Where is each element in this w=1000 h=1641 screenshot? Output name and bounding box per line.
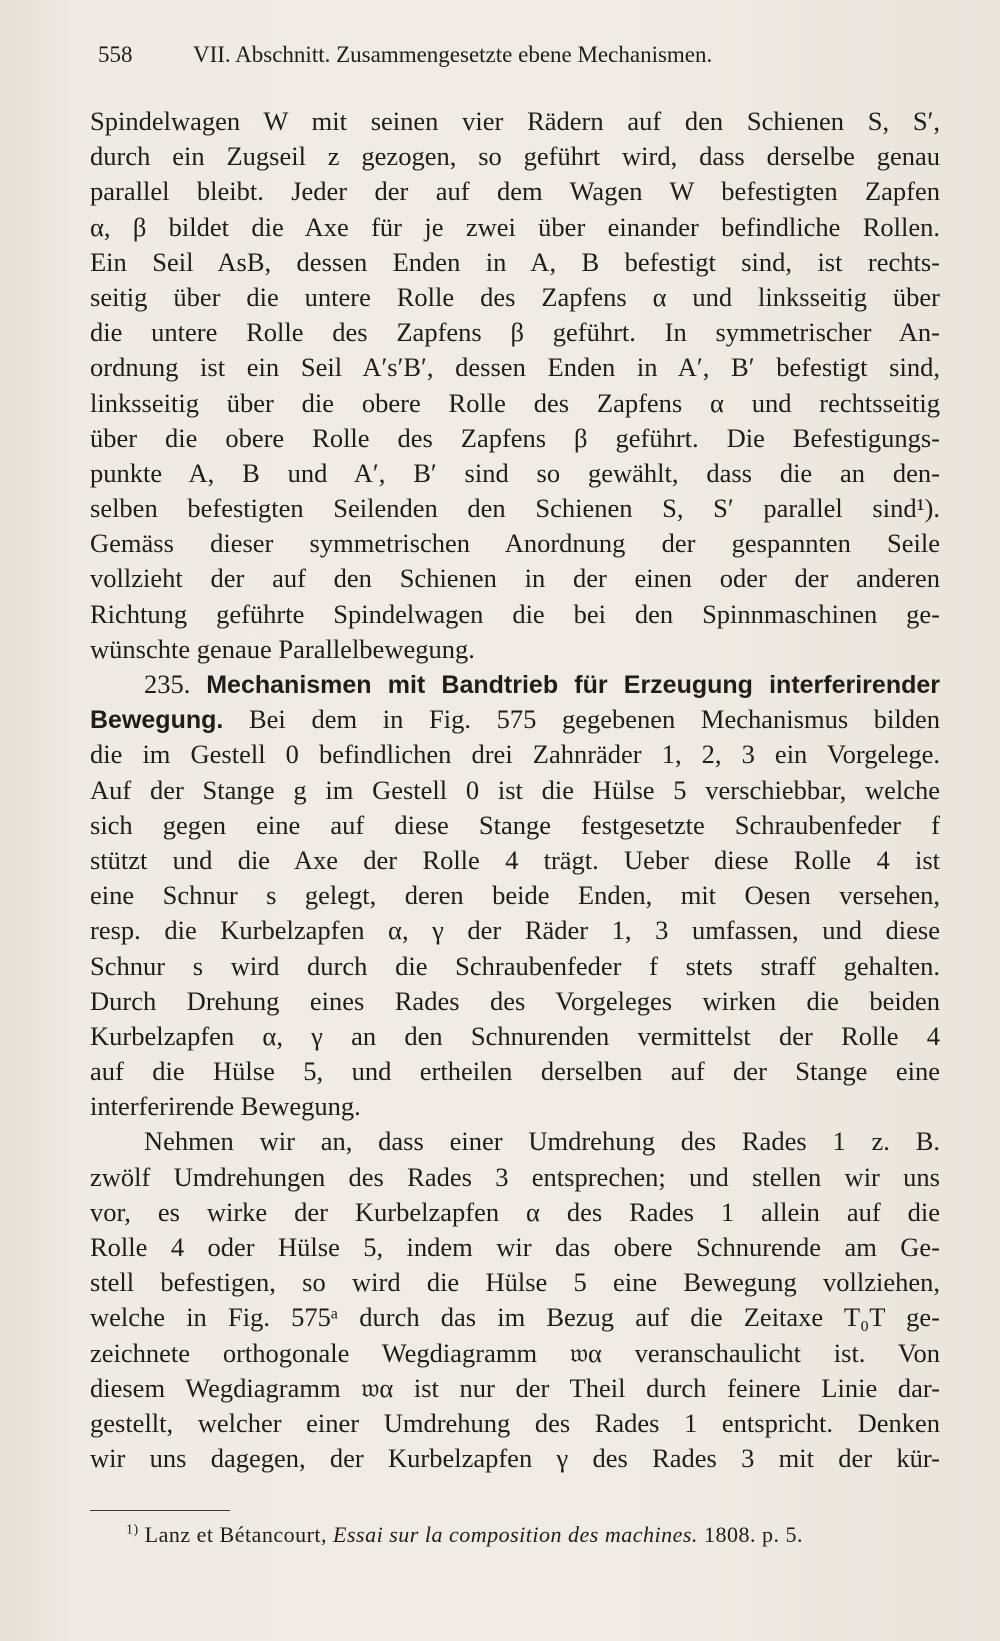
section-heading-line — [90, 667, 940, 702]
text-line: über die obere Rolle des Zapfens β geführt. Die Befestigungs- — [90, 422, 940, 453]
footnote-divider — [90, 1510, 230, 1511]
text-line: eine Schnur s gelegt, deren beide Enden, mit Oesen versehen, — [90, 880, 940, 911]
body-text — [90, 104, 940, 1476]
footnote-authors: Lanz et Bétancourt, — [144, 1522, 328, 1547]
text-line: durch ein Zugseil z gezogen, so geführt wird, dass derselbe genau — [90, 141, 940, 172]
footnote — [126, 1522, 946, 1548]
paragraph-1 — [90, 104, 940, 667]
text-line: Rolle 4 oder Hülse 5, indem wir das obere Schnurende am Ge- — [90, 1232, 940, 1262]
text-line: wir uns dagegen, der Kurbelzapfen γ des Rades 3 mit der kür- — [90, 1443, 940, 1474]
text-line: Durch Drehung eines Rades des Vorgeleges wirken die beiden — [90, 985, 940, 1016]
text-line: diesem Wegdiagramm 𝔴α ist nur der Theil durch feinere Linie dar- — [90, 1372, 940, 1403]
text-span: Bei dem in Fig. 575 gegebenen Mechanismus bilden — [249, 704, 941, 735]
section-title-cont: Bewegung. — [90, 706, 224, 735]
section-heading-line — [90, 702, 940, 737]
text-line: wünschte genaue Parallelbewegung. — [90, 633, 475, 664]
text-line: Ein Seil AsB, dessen Enden in A, B befestigt sind, ist rechts- — [90, 246, 940, 277]
text-line: stützt und die Axe der Rolle 4 trägt. Ueber diese Rolle 4 ist — [90, 844, 940, 875]
section-number: 235. — [144, 669, 191, 699]
text-line: stell befestigen, so wird die Hülse 5 eine Bewegung vollziehen, — [90, 1267, 940, 1298]
footnote-title: Essai sur la composition des machines. — [333, 1522, 698, 1547]
text-line: resp. die Kurbelzapfen α, γ der Räder 1, 3 umfassen, und diese — [90, 915, 940, 946]
page-number: 558 — [98, 42, 133, 67]
text-line: linksseitig über die obere Rolle des Zapfens α und rechtsseitig — [90, 387, 940, 418]
text-line: sich gegen eine auf diese Stange festgesetzte Schraubenfeder f — [90, 809, 940, 840]
text-line: seitig über die untere Rolle des Zapfens α und linksseitig über — [90, 281, 940, 312]
text-line: ordnung ist ein Seil A′s′B′, dessen Enden in A′, B′ befestigt sind, — [90, 352, 940, 383]
text-line: die untere Rolle des Zapfens β geführt. In symmetrischer An- — [90, 317, 940, 348]
text-line: zwölf Umdrehungen des Rades 3 entsprechen; und stellen wir uns — [90, 1161, 940, 1192]
text-line: welche in Fig. 575ᵃ durch das im Bezug auf die Zeitaxe T₀T ge- — [90, 1302, 940, 1333]
text-line: interferirende Bewegung. — [90, 1091, 361, 1122]
text-line: Richtung geführte Spindelwagen die bei den Spinnmaschinen ge- — [90, 598, 940, 629]
footnote-year-page: 1808. p. 5. — [703, 1522, 803, 1547]
paragraph-3 — [90, 1124, 940, 1476]
text-line: Kurbelzapfen α, γ an den Schnurenden vermittelst der Rolle 4 — [90, 1020, 940, 1051]
text-line: Gemäss dieser symmetrischen Anordnung der gespannten Seile — [90, 528, 940, 559]
text-line: selben befestigten Seilenden den Schienen S, S′ parallel sind¹). — [90, 493, 940, 524]
text-line: Schnur s wird durch die Schraubenfeder f stets straff gehalten. — [90, 950, 940, 981]
text-line: punkte A, B und A′, B′ sind so gewählt, dass die an den- — [90, 457, 940, 488]
paragraph-2 — [90, 667, 940, 1124]
text-line: auf die Hülse 5, und ertheilen derselben auf der Stange eine — [90, 1056, 940, 1087]
text-line: vollzieht der auf den Schienen in der einen oder der anderen — [90, 563, 940, 594]
footnote-marker: 1) — [126, 1522, 139, 1538]
text-line: die im Gestell 0 befindlichen drei Zahnräder 1, 2, 3 ein Vorgelege. — [90, 739, 940, 770]
page-header — [98, 42, 918, 68]
text-line: parallel bleibt. Jeder der auf dem Wagen W befestigten Zapfen — [90, 176, 940, 207]
section-title: Mechanismen mit Bandtrieb für Erzeugung interferirender — [206, 671, 940, 699]
text-line: gestellt, welcher einer Umdrehung des Rades 1 entspricht. Denken — [90, 1407, 940, 1438]
text-line: Spindelwagen W mit seinen vier Rädern auf den Schienen S, S′, — [90, 106, 940, 136]
running-title: VII. Abschnitt. Zusammengesetzte ebene Mechanismen. — [193, 42, 713, 67]
text-line: Auf der Stange g im Gestell 0 ist die Hülse 5 verschiebbar, welche — [90, 774, 940, 805]
text-line: α, β bildet die Axe für je zwei über einander befindliche Rollen. — [90, 211, 940, 242]
text-line: zeichnete orthogonale Wegdiagramm 𝔴α veranschaulicht ist. Von — [90, 1337, 940, 1368]
text-line: vor, es wirke der Kurbelzapfen α des Rades 1 allein auf die — [90, 1196, 940, 1227]
text-line: Nehmen wir an, dass einer Umdrehung des Rades 1 z. B. — [144, 1126, 940, 1157]
